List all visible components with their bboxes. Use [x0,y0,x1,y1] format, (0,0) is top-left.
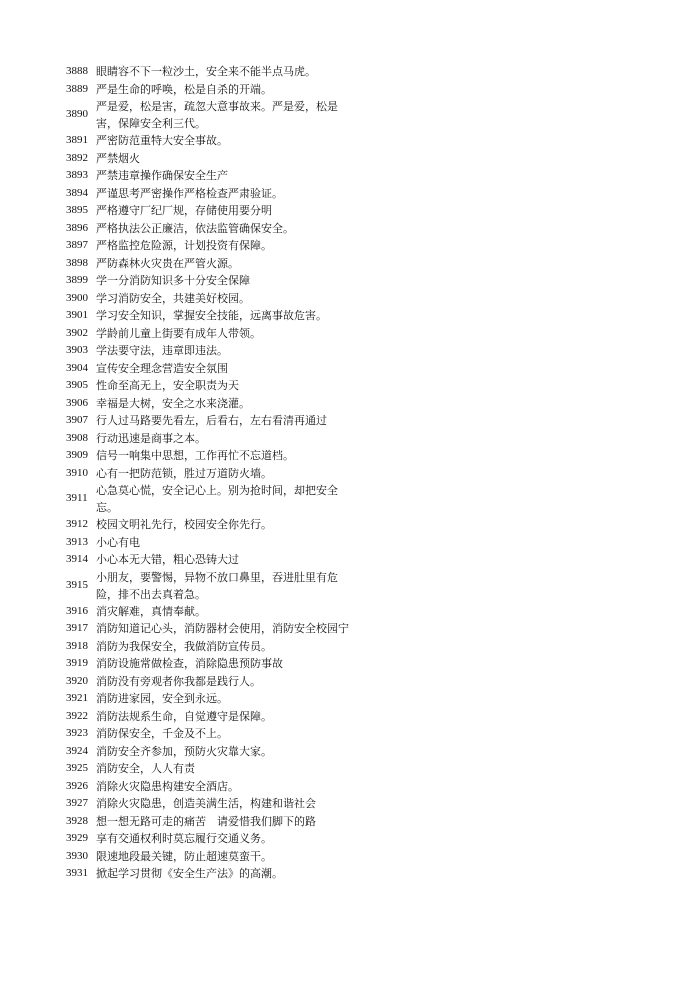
list-item [66,760,366,778]
list-item [66,220,366,238]
entry-text: 消防为我保安全，我做消防宣传员。 [96,639,272,653]
list-item [66,167,366,185]
entry-text: 心有一把防范锁，胜过万道防火墙。 [96,466,272,480]
list-item [66,620,366,638]
list-item [66,482,366,516]
entry-number: 3888 [66,65,88,77]
list-item [66,63,366,81]
entry-text: 严格监控危险源，计划投资有保障。 [96,239,272,253]
entry-text: 学习消防安全，共建美好校园。 [96,291,250,305]
list-item [66,534,366,552]
list-item [66,690,366,708]
entry-number: 3900 [66,291,88,304]
entry-text: 严谨思考严密操作严格检查严肃验证。 [96,186,283,200]
entry-number: 3928 [66,814,88,827]
entry-text: 消防法规系生命，自觉遵守是保障。 [96,709,272,723]
entry-text: 小心有电 [96,535,140,549]
entry-text: 严禁烟火 [96,151,140,165]
entry-text: 学龄前儿童上街要有成年人带领。 [96,326,261,340]
entry-number: 3909 [66,449,88,461]
list-item [66,272,366,290]
list-item [66,655,366,673]
entry-number: 3899 [66,274,88,286]
list-item [66,516,366,534]
entry-text: 严格执法公正廉洁，依法监管确保安全。 [96,221,294,235]
list-item [66,569,366,603]
entry-text: 眼睛容不下一粒沙土，安全来不能半点马虎。 [96,65,316,79]
entry-text: 行人过马路要先看左，后看右，左右看清再通过 [96,414,327,428]
entry-number: 3917 [66,622,88,634]
list-item [66,603,366,621]
entry-number: 3919 [66,657,88,669]
entry-text: 消防知道记心头，消防器材会使用，消防安全校园宁 [96,622,349,636]
list-item [66,743,366,761]
list-item [66,325,366,343]
list-item [66,865,366,883]
entry-text: 严密防范重特大安全事故。 [96,134,228,148]
entry-text: 小心本无大错，粗心恐铸大过 [96,553,239,567]
entry-text: 享有交通权利时莫忘履行交通义务。 [96,832,272,846]
entry-number: 3897 [66,239,88,251]
entry-number: 3927 [66,797,88,809]
entry-text: 消除火灾隐患构建安全酒店。 [96,779,239,793]
entry-text: 宣传安全理念营造安全氛围 [96,361,228,375]
entry-number: 3915 [66,578,88,591]
list-item [66,290,366,308]
entry-text: 掀起学习贯彻《安全生产法》的高潮。 [96,867,283,881]
entry-number: 3926 [66,779,88,792]
entry-text: 严防森林火灾贵在严管火源。 [96,256,239,270]
entry-text: 限速地段最关键，防止超速莫蛮干。 [96,849,272,863]
list-item [66,673,366,691]
list-item [66,150,366,168]
entry-number: 3890 [66,108,88,121]
list-item [66,778,366,796]
entry-number: 3904 [66,361,88,374]
list-item [66,725,366,743]
list-item [66,813,366,831]
entry-text: 消除火灾隐患，创造美满生活，构建和谐社会 [96,797,316,811]
entry-number: 3903 [66,344,88,356]
list-item [66,377,366,395]
entry-text: 消防进家园，安全到永远。 [96,692,228,706]
entry-text: 学一分消防知识多十分安全保障 [96,274,250,288]
entry-number: 3930 [66,849,88,862]
entry-number: 3931 [66,867,88,879]
entry-number: 3908 [66,431,88,444]
entry-number: 3910 [66,466,88,479]
list-item [66,848,366,866]
entry-number: 3889 [66,82,88,95]
entry-text: 学习安全知识，掌握安全技能，远离事故危害。 [96,309,327,323]
list-item [66,465,366,483]
entry-text: 幸福是大树，安全之水来浇灌。 [96,396,250,410]
slogan-list [66,63,366,883]
list-item [66,795,366,813]
entry-number: 3916 [66,604,88,617]
entry-text: 心急莫心慌，安全记心上。别为抢时间，却把安全忘。 [96,484,338,514]
entry-number: 3896 [66,221,88,234]
entry-number: 3921 [66,692,88,704]
list-item [66,830,366,848]
entry-number: 3901 [66,309,88,321]
entry-text: 学法要守法，违章即违法。 [96,344,228,358]
entry-text: 想一想无路可走的痛苦 请爱惜我们脚下的路 [96,814,316,828]
entry-number: 3924 [66,744,88,757]
entry-number: 3922 [66,709,88,722]
list-item [66,708,366,726]
list-item [66,430,366,448]
list-item [66,185,366,203]
list-item [66,81,366,99]
list-item [66,412,366,430]
entry-number: 3911 [66,492,88,505]
entry-number: 3893 [66,169,88,181]
list-item [66,255,366,273]
entry-text: 消防没有旁观者你我都是践行人。 [96,674,261,688]
entry-text: 校园文明礼先行，校园安全你先行。 [96,518,272,532]
list-item [66,202,366,220]
entry-text: 消防保安全，千金及不上。 [96,727,228,741]
entry-text: 信号一响集中思想，工作再忙不忘道档。 [96,449,294,463]
entry-number: 3894 [66,186,88,199]
entry-text: 性命至高无上，安全职责为天 [96,379,239,393]
entry-text: 消防设施常做检查，消除隐患预防事故 [96,657,283,671]
entry-number: 3905 [66,379,88,391]
entry-number: 3902 [66,326,88,339]
entry-number: 3891 [66,134,88,146]
entry-number: 3912 [66,518,88,530]
entry-number: 3895 [66,204,88,216]
entry-number: 3892 [66,151,88,164]
entry-text: 严格遵守厂纪厂规，存储使用要分明 [96,204,272,218]
entry-number: 3906 [66,396,88,409]
entry-number: 3913 [66,535,88,548]
entry-text: 小朋友，要警惕，异物不放口鼻里，吞进肚里有危险，排不出去真着急。 [96,570,338,601]
entry-number: 3920 [66,674,88,687]
entry-text: 行动迅速是商事之本。 [96,431,206,445]
entry-text: 消防安全，人人有责 [96,762,195,776]
list-item [66,307,366,325]
list-item [66,360,366,378]
entry-number: 3898 [66,256,88,269]
entry-number: 3923 [66,727,88,739]
list-item [66,551,366,569]
entry-number: 3907 [66,414,88,426]
entry-text: 严是生命的呼唤，松是自杀的开端。 [96,82,272,96]
entry-number: 3929 [66,832,88,844]
list-item [66,132,366,150]
list-item [66,447,366,465]
entry-number: 3925 [66,762,88,774]
list-item [66,395,366,413]
entry-text: 严禁违章操作确保安全生产 [96,169,228,183]
list-item [66,638,366,656]
entry-number: 3918 [66,639,88,652]
list-item [66,237,366,255]
list-item [66,342,366,360]
entry-text: 消防安全齐参加，预防火灾靠大家。 [96,744,272,758]
entry-number: 3914 [66,553,88,565]
list-item [66,98,366,132]
entry-text: 消灾解难，真情奉献。 [96,604,206,618]
entry-text: 严是爱，松是害，疏忽大意事故来。严是爱，松是害，保障安全利三代。 [96,100,338,130]
